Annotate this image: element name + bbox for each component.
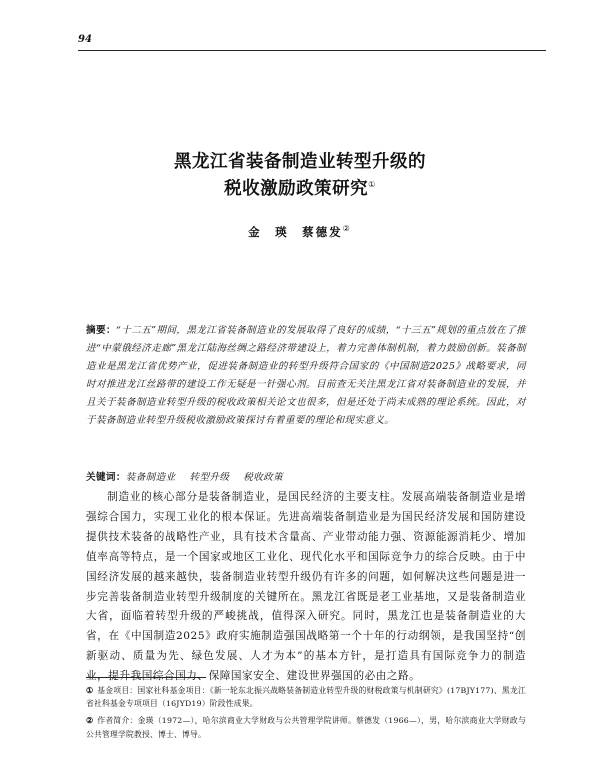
abstract: [86, 322, 526, 429]
title-footnote-mark: ①: [368, 180, 376, 190]
footnote-mark: ①: [86, 686, 94, 695]
paper-title-line-1: 黑龙江省装备制造业转型升级的: [174, 152, 426, 172]
keyword-item: 税收政策: [243, 472, 284, 483]
keywords-label: 关键词：: [86, 472, 126, 483]
footnote-1: [86, 684, 526, 710]
body-paragraph: 制造业的核心部分是装备制造业，是国民经济的主要支柱。发展高端装备制造业是增强综合国力，实现工业化的根本保证。先进高端装备制造业是为国民经济发展和国防建设提供技术装备的战略性产业，具有技术含量高、产业带动能力强、资源能源消耗少、增加值率高等特点，是一个国家或地区工业化、现代化水平和国际竞争力的综合反映。由于中国经济发展的越来越快，装备制造业转型升级仍有许多的问题，如何解决这些问题是进一步完善装备制造业转型升级制度的关键所在。黑龙江省既是老工业基地，又是装备制造业大省，面临着转型升级的严峻挑战，值得深入研究。同时，黑龙江也是装备制造业的大省，在《中国制造2025》政府实施制造强国战略第一个十年的行动纲领，是我国坚持“创新驱动、质量为先、绿色发展、人才为本”的基本方针，是打造具有国际竞争力的制造业，提升我国综合国力、保障国家安全、建设世界强国的必由之路。: [86, 491, 526, 683]
keyword-item: 装备制造业: [125, 472, 176, 483]
footnote-text: 基金项目：国家社科基金项目：《新一轮东北振兴战略装备制造业转型升级的财税政策与机制研究》(17BJY177)、黑龙江省社科基金专项项目（16JYD19）阶段性成果。: [86, 686, 526, 709]
abstract-text: “十二五”期间，黑龙江省装备制造业的发展取得了良好的成绩，“十三五”规划的重点放在了推进“中蒙俄经济走廊”黑龙江陆海丝绸之路经济带建设上，着力完善体制机制，着力鼓励创新。装备制造业是黑龙江省优势产业，促进装备制造业的转型升级符合国家的《中国制造2025》战略要求，同时对推进龙江丝路带的建设工作无疑是一针强心剂。目前查无关注黑龙江省对装备制造业的发展，并且关于装备制造业转型升级的税收政策相关论文也很多，但是还处于尚未成熟的理论系统。因此，对于装备制造业转型升级税收激励政策探讨有着重要的理论和现实意义。: [86, 325, 526, 426]
keyword-item: 转型升级: [189, 472, 230, 483]
header-rule: [78, 50, 546, 51]
authors: [200, 224, 400, 240]
author-names: 金 瑛 蔡德发: [248, 225, 343, 239]
paper-title-text: 税收激励政策研究: [224, 179, 369, 199]
footnote-rule: [86, 677, 206, 678]
keywords: [86, 470, 526, 486]
page-number: 94: [78, 34, 92, 45]
footnote-2: [86, 714, 526, 740]
footnotes: [86, 684, 526, 745]
paper-title-line-2: [70, 175, 530, 200]
abstract-label: 摘要：: [86, 325, 116, 336]
footnote-text: 作者简介：金瑛（1972—），哈尔滨商业大学财政与公共管理学院讲师。蔡德发（1966—），男，哈尔滨商业大学财政与公共管理学院教授、博士、博导。: [86, 716, 526, 739]
footnote-mark: ②: [86, 716, 94, 726]
author-footnote-mark: ②: [342, 224, 352, 234]
